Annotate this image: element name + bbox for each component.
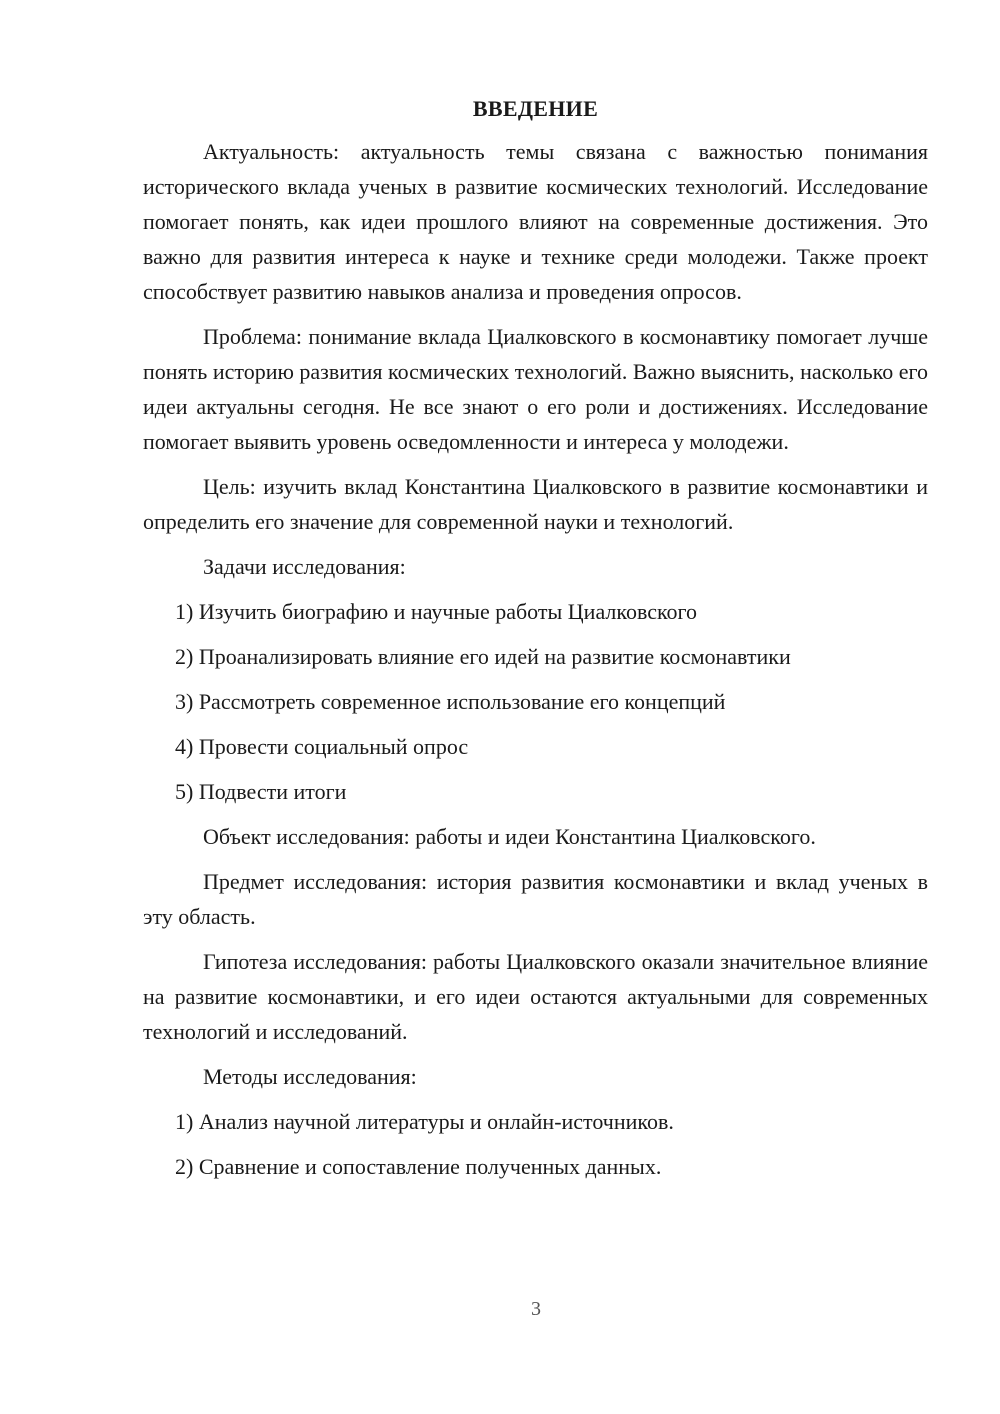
document-page xyxy=(143,92,928,1194)
task-item-2: 2) Проанализировать влияние его идей на развитие космонавтики xyxy=(175,644,791,669)
methods-heading: Методы исследования: xyxy=(203,1064,417,1089)
subject-paragraph: Предмет исследования: история развития космонавтики и вклад ученых в эту область. xyxy=(143,869,928,929)
task-item-5: 5) Подвести итоги xyxy=(175,779,347,804)
hypothesis-paragraph: Гипотеза исследования: работы Циалковского оказали значительное влияние на развитие космонавтики, и его идеи остаются актуальными для современных технологий и исследований. xyxy=(143,949,928,1044)
method-item-2: 2) Сравнение и сопоставление полученных данных. xyxy=(175,1154,662,1179)
problem-paragraph: Проблема: понимание вклада Циалковского в космонавтику помогает лучше понять историю развития космических технологий. Важно выяснить, насколько его идеи актуальны сегодня. Не все знают о его роли и достижениях. Исследование помогает выявить уровень осведомленности и интереса у молодежи. xyxy=(143,324,928,454)
task-item-1: 1) Изучить биографию и научные работы Циалковского xyxy=(175,599,698,624)
goal-paragraph: Цель: изучить вклад Константина Циалковского в развитие космонавтики и определить его значение для современной науки и технологий. xyxy=(143,474,928,534)
object-paragraph: Объект исследования: работы и идеи Константина Циалковского. xyxy=(203,824,816,849)
task-item-4: 4) Провести социальный опрос xyxy=(175,734,469,759)
section-title: ВВЕДЕНИЕ xyxy=(472,96,599,121)
method-item-1: 1) Анализ научной литературы и онлайн-источников. xyxy=(175,1109,674,1134)
task-item-3: 3) Рассмотреть современное использование его концепций xyxy=(175,689,726,714)
page-number: 3 xyxy=(531,1298,541,1320)
tasks-heading: Задачи исследования: xyxy=(203,554,406,579)
relevance-paragraph: Актуальность: актуальность темы связана с важностью понимания исторического вклада ученых в развитие космических технологий. Исследование помогает понять, как идеи прошлого влияют на современные достижения. Это важно для развития интереса к науке и технике среди молодежи. Также проект способствует развитию навыков анализа и проведения опросов. xyxy=(143,139,928,304)
